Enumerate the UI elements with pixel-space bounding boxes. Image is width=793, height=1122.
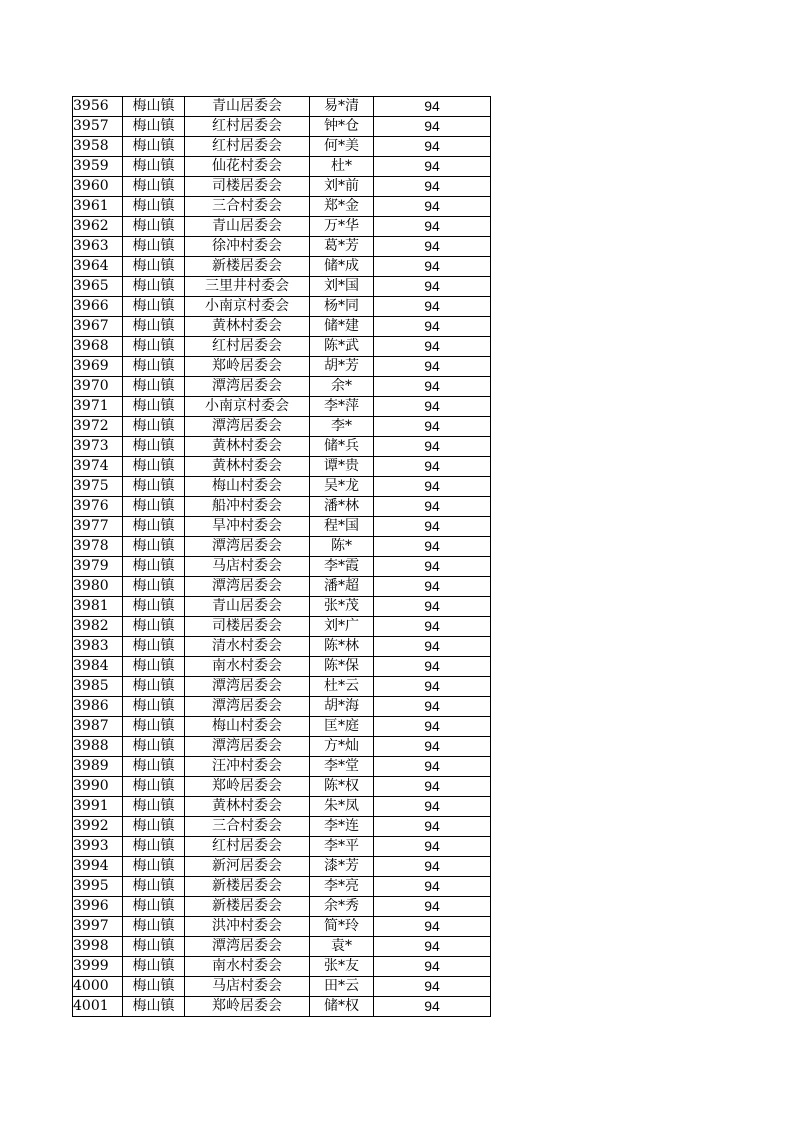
person-name-cell: 葛*芳	[310, 237, 374, 257]
town-cell: 梅山镇	[123, 117, 185, 137]
community-cell: 潭湾居委会	[185, 537, 310, 557]
table-row	[73, 817, 491, 837]
person-name-cell: 储*成	[310, 257, 374, 277]
town-cell: 梅山镇	[123, 397, 185, 417]
community-cell: 潭湾居委会	[185, 737, 310, 757]
community-cell: 黄林村委会	[185, 317, 310, 337]
table-row	[73, 977, 491, 997]
person-name-cell: 李*平	[310, 837, 374, 857]
table-row	[73, 377, 491, 397]
town-cell: 梅山镇	[123, 377, 185, 397]
community-cell: 郑岭居委会	[185, 997, 310, 1017]
table-row	[73, 437, 491, 457]
score-cell: 94	[374, 137, 491, 157]
score-cell: 94	[374, 597, 491, 617]
community-cell: 青山居委会	[185, 597, 310, 617]
person-name-cell: 漆*芳	[310, 857, 374, 877]
table-row	[73, 337, 491, 357]
person-name-cell: 何*美	[310, 137, 374, 157]
score-cell: 94	[374, 737, 491, 757]
score-cell: 94	[374, 177, 491, 197]
score-cell: 94	[374, 857, 491, 877]
person-name-cell: 陈*权	[310, 777, 374, 797]
person-name-cell: 张*茂	[310, 597, 374, 617]
table-row	[73, 897, 491, 917]
town-cell: 梅山镇	[123, 757, 185, 777]
row-number-cell: 3984	[73, 657, 123, 677]
score-cell: 94	[374, 577, 491, 597]
table-row	[73, 117, 491, 137]
row-number-cell: 3981	[73, 597, 123, 617]
community-cell: 青山居委会	[185, 217, 310, 237]
community-cell: 旱冲村委会	[185, 517, 310, 537]
table-row	[73, 697, 491, 717]
person-name-cell: 胡*芳	[310, 357, 374, 377]
score-cell: 94	[374, 517, 491, 537]
table-row	[73, 557, 491, 577]
table-row	[73, 417, 491, 437]
town-cell: 梅山镇	[123, 197, 185, 217]
town-cell: 梅山镇	[123, 217, 185, 237]
table-row	[73, 637, 491, 657]
table-row	[73, 717, 491, 737]
community-cell: 黄林村委会	[185, 457, 310, 477]
row-number-cell: 3997	[73, 917, 123, 937]
score-cell: 94	[374, 157, 491, 177]
table-row	[73, 157, 491, 177]
score-cell: 94	[374, 397, 491, 417]
community-cell: 郑岭居委会	[185, 777, 310, 797]
person-name-cell: 简*玲	[310, 917, 374, 937]
table-row	[73, 477, 491, 497]
town-cell: 梅山镇	[123, 457, 185, 477]
row-number-cell: 3970	[73, 377, 123, 397]
score-cell: 94	[374, 677, 491, 697]
town-cell: 梅山镇	[123, 977, 185, 997]
score-cell: 94	[374, 457, 491, 477]
town-cell: 梅山镇	[123, 937, 185, 957]
table-row	[73, 397, 491, 417]
person-name-cell: 储*建	[310, 317, 374, 337]
community-cell: 司楼居委会	[185, 617, 310, 637]
score-cell: 94	[374, 957, 491, 977]
town-cell: 梅山镇	[123, 277, 185, 297]
table-row	[73, 917, 491, 937]
row-number-cell: 3971	[73, 397, 123, 417]
score-cell: 94	[374, 97, 491, 117]
table-row	[73, 317, 491, 337]
person-name-cell: 朱*凤	[310, 797, 374, 817]
person-name-cell: 田*云	[310, 977, 374, 997]
row-number-cell: 3958	[73, 137, 123, 157]
table-row	[73, 457, 491, 477]
town-cell: 梅山镇	[123, 697, 185, 717]
community-cell: 马店村委会	[185, 557, 310, 577]
score-cell: 94	[374, 337, 491, 357]
person-name-cell: 杜*云	[310, 677, 374, 697]
table-row	[73, 357, 491, 377]
row-number-cell: 3994	[73, 857, 123, 877]
town-cell: 梅山镇	[123, 577, 185, 597]
person-name-cell: 杨*同	[310, 297, 374, 317]
person-name-cell: 陈*	[310, 537, 374, 557]
person-name-cell: 刘*前	[310, 177, 374, 197]
table-row	[73, 137, 491, 157]
community-cell: 黄林村委会	[185, 797, 310, 817]
score-cell: 94	[374, 937, 491, 957]
row-number-cell: 3961	[73, 197, 123, 217]
town-cell: 梅山镇	[123, 677, 185, 697]
town-cell: 梅山镇	[123, 737, 185, 757]
score-cell: 94	[374, 837, 491, 857]
community-cell: 马店村委会	[185, 977, 310, 997]
community-cell: 洪冲村委会	[185, 917, 310, 937]
roster-body	[73, 97, 491, 1017]
score-cell: 94	[374, 497, 491, 517]
community-cell: 新河居委会	[185, 857, 310, 877]
score-cell: 94	[374, 557, 491, 577]
score-cell: 94	[374, 217, 491, 237]
community-cell: 船冲村委会	[185, 497, 310, 517]
community-cell: 仙花村委会	[185, 157, 310, 177]
score-cell: 94	[374, 977, 491, 997]
town-cell: 梅山镇	[123, 877, 185, 897]
score-cell: 94	[374, 377, 491, 397]
person-name-cell: 潘*林	[310, 497, 374, 517]
person-name-cell: 潘*超	[310, 577, 374, 597]
table-row	[73, 97, 491, 117]
community-cell: 南水村委会	[185, 957, 310, 977]
person-name-cell: 储*兵	[310, 437, 374, 457]
row-number-cell: 3979	[73, 557, 123, 577]
town-cell: 梅山镇	[123, 357, 185, 377]
score-cell: 94	[374, 257, 491, 277]
row-number-cell: 3966	[73, 297, 123, 317]
row-number-cell: 3963	[73, 237, 123, 257]
community-cell: 梅山村委会	[185, 717, 310, 737]
person-name-cell: 余*秀	[310, 897, 374, 917]
town-cell: 梅山镇	[123, 297, 185, 317]
row-number-cell: 3995	[73, 877, 123, 897]
town-cell: 梅山镇	[123, 417, 185, 437]
row-number-cell: 3959	[73, 157, 123, 177]
community-cell: 郑岭居委会	[185, 357, 310, 377]
town-cell: 梅山镇	[123, 917, 185, 937]
community-cell: 潭湾居委会	[185, 697, 310, 717]
score-cell: 94	[374, 537, 491, 557]
town-cell: 梅山镇	[123, 477, 185, 497]
person-name-cell: 李*堂	[310, 757, 374, 777]
row-number-cell: 3996	[73, 897, 123, 917]
person-name-cell: 吴*龙	[310, 477, 374, 497]
town-cell: 梅山镇	[123, 437, 185, 457]
table-row	[73, 837, 491, 857]
community-cell: 潭湾居委会	[185, 417, 310, 437]
town-cell: 梅山镇	[123, 257, 185, 277]
score-cell: 94	[374, 797, 491, 817]
table-row	[73, 877, 491, 897]
row-number-cell: 3977	[73, 517, 123, 537]
row-number-cell: 3967	[73, 317, 123, 337]
town-cell: 梅山镇	[123, 637, 185, 657]
town-cell: 梅山镇	[123, 837, 185, 857]
community-cell: 红村居委会	[185, 137, 310, 157]
person-name-cell: 李*连	[310, 817, 374, 837]
row-number-cell: 3956	[73, 97, 123, 117]
community-cell: 小南京村委会	[185, 297, 310, 317]
row-number-cell: 3973	[73, 437, 123, 457]
roster-table	[72, 96, 491, 1017]
table-row	[73, 857, 491, 877]
town-cell: 梅山镇	[123, 817, 185, 837]
town-cell: 梅山镇	[123, 237, 185, 257]
row-number-cell: 3972	[73, 417, 123, 437]
row-number-cell: 3957	[73, 117, 123, 137]
community-cell: 徐冲村委会	[185, 237, 310, 257]
row-number-cell: 4000	[73, 977, 123, 997]
town-cell: 梅山镇	[123, 797, 185, 817]
score-cell: 94	[374, 897, 491, 917]
community-cell: 清水村委会	[185, 637, 310, 657]
row-number-cell: 3978	[73, 537, 123, 557]
table-row	[73, 657, 491, 677]
table-row	[73, 177, 491, 197]
town-cell: 梅山镇	[123, 337, 185, 357]
score-cell: 94	[374, 317, 491, 337]
person-name-cell: 陈*保	[310, 657, 374, 677]
score-cell: 94	[374, 197, 491, 217]
person-name-cell: 李*霞	[310, 557, 374, 577]
community-cell: 红村居委会	[185, 337, 310, 357]
row-number-cell: 3969	[73, 357, 123, 377]
town-cell: 梅山镇	[123, 957, 185, 977]
community-cell: 潭湾居委会	[185, 937, 310, 957]
table-row	[73, 737, 491, 757]
person-name-cell: 李*萍	[310, 397, 374, 417]
person-name-cell: 郑*金	[310, 197, 374, 217]
person-name-cell: 储*权	[310, 997, 374, 1017]
person-name-cell: 李*亮	[310, 877, 374, 897]
town-cell: 梅山镇	[123, 157, 185, 177]
community-cell: 红村居委会	[185, 117, 310, 137]
person-name-cell: 李*	[310, 417, 374, 437]
score-cell: 94	[374, 417, 491, 437]
community-cell: 三合村委会	[185, 817, 310, 837]
person-name-cell: 刘*国	[310, 277, 374, 297]
person-name-cell: 袁*	[310, 937, 374, 957]
row-number-cell: 3980	[73, 577, 123, 597]
town-cell: 梅山镇	[123, 317, 185, 337]
table-row	[73, 197, 491, 217]
score-cell: 94	[374, 917, 491, 937]
row-number-cell: 3968	[73, 337, 123, 357]
table-row	[73, 597, 491, 617]
score-cell: 94	[374, 637, 491, 657]
score-cell: 94	[374, 757, 491, 777]
row-number-cell: 3987	[73, 717, 123, 737]
town-cell: 梅山镇	[123, 557, 185, 577]
row-number-cell: 3989	[73, 757, 123, 777]
community-cell: 汪冲村委会	[185, 757, 310, 777]
person-name-cell: 匡*庭	[310, 717, 374, 737]
table-row	[73, 257, 491, 277]
person-name-cell: 谭*贵	[310, 457, 374, 477]
community-cell: 新楼居委会	[185, 877, 310, 897]
town-cell: 梅山镇	[123, 617, 185, 637]
person-name-cell: 余*	[310, 377, 374, 397]
table-row	[73, 937, 491, 957]
person-name-cell: 方*灿	[310, 737, 374, 757]
score-cell: 94	[374, 777, 491, 797]
score-cell: 94	[374, 697, 491, 717]
town-cell: 梅山镇	[123, 597, 185, 617]
community-cell: 青山居委会	[185, 97, 310, 117]
community-cell: 南水村委会	[185, 657, 310, 677]
town-cell: 梅山镇	[123, 717, 185, 737]
score-cell: 94	[374, 617, 491, 637]
town-cell: 梅山镇	[123, 897, 185, 917]
row-number-cell: 3986	[73, 697, 123, 717]
row-number-cell: 3988	[73, 737, 123, 757]
score-cell: 94	[374, 717, 491, 737]
score-cell: 94	[374, 877, 491, 897]
row-number-cell: 3960	[73, 177, 123, 197]
person-name-cell: 钟*仓	[310, 117, 374, 137]
table-row	[73, 297, 491, 317]
score-cell: 94	[374, 477, 491, 497]
row-number-cell: 3974	[73, 457, 123, 477]
table-row	[73, 577, 491, 597]
town-cell: 梅山镇	[123, 857, 185, 877]
score-cell: 94	[374, 277, 491, 297]
town-cell: 梅山镇	[123, 777, 185, 797]
person-name-cell: 刘*广	[310, 617, 374, 637]
community-cell: 潭湾居委会	[185, 577, 310, 597]
table-row	[73, 957, 491, 977]
row-number-cell: 3975	[73, 477, 123, 497]
table-row	[73, 677, 491, 697]
community-cell: 潭湾居委会	[185, 377, 310, 397]
score-cell: 94	[374, 297, 491, 317]
row-number-cell: 3992	[73, 817, 123, 837]
person-name-cell: 杜*	[310, 157, 374, 177]
row-number-cell: 3982	[73, 617, 123, 637]
row-number-cell: 4001	[73, 997, 123, 1017]
person-name-cell: 陈*林	[310, 637, 374, 657]
community-cell: 三合村委会	[185, 197, 310, 217]
community-cell: 新楼居委会	[185, 257, 310, 277]
row-number-cell: 3965	[73, 277, 123, 297]
score-cell: 94	[374, 117, 491, 137]
table-row	[73, 217, 491, 237]
community-cell: 三里井村委会	[185, 277, 310, 297]
table-row	[73, 237, 491, 257]
row-number-cell: 3990	[73, 777, 123, 797]
town-cell: 梅山镇	[123, 497, 185, 517]
row-number-cell: 3985	[73, 677, 123, 697]
table-row	[73, 517, 491, 537]
person-name-cell: 万*华	[310, 217, 374, 237]
person-name-cell: 易*清	[310, 97, 374, 117]
row-number-cell: 3964	[73, 257, 123, 277]
town-cell: 梅山镇	[123, 997, 185, 1017]
score-cell: 94	[374, 237, 491, 257]
community-cell: 潭湾居委会	[185, 677, 310, 697]
town-cell: 梅山镇	[123, 177, 185, 197]
row-number-cell: 3999	[73, 957, 123, 977]
table-row	[73, 997, 491, 1017]
community-cell: 新楼居委会	[185, 897, 310, 917]
score-cell: 94	[374, 357, 491, 377]
community-cell: 梅山村委会	[185, 477, 310, 497]
town-cell: 梅山镇	[123, 97, 185, 117]
score-cell: 94	[374, 817, 491, 837]
community-cell: 红村居委会	[185, 837, 310, 857]
table-row	[73, 797, 491, 817]
town-cell: 梅山镇	[123, 517, 185, 537]
person-name-cell: 陈*武	[310, 337, 374, 357]
table-row	[73, 757, 491, 777]
table-row	[73, 277, 491, 297]
person-name-cell: 张*友	[310, 957, 374, 977]
score-cell: 94	[374, 997, 491, 1017]
table-row	[73, 497, 491, 517]
row-number-cell: 3976	[73, 497, 123, 517]
row-number-cell: 3998	[73, 937, 123, 957]
person-name-cell: 程*国	[310, 517, 374, 537]
score-cell: 94	[374, 437, 491, 457]
row-number-cell: 3962	[73, 217, 123, 237]
town-cell: 梅山镇	[123, 657, 185, 677]
community-cell: 司楼居委会	[185, 177, 310, 197]
table-row	[73, 617, 491, 637]
row-number-cell: 3991	[73, 797, 123, 817]
town-cell: 梅山镇	[123, 537, 185, 557]
row-number-cell: 3993	[73, 837, 123, 857]
community-cell: 小南京村委会	[185, 397, 310, 417]
community-cell: 黄林村委会	[185, 437, 310, 457]
row-number-cell: 3983	[73, 637, 123, 657]
score-cell: 94	[374, 657, 491, 677]
table-row	[73, 777, 491, 797]
town-cell: 梅山镇	[123, 137, 185, 157]
person-name-cell: 胡*海	[310, 697, 374, 717]
table-row	[73, 537, 491, 557]
